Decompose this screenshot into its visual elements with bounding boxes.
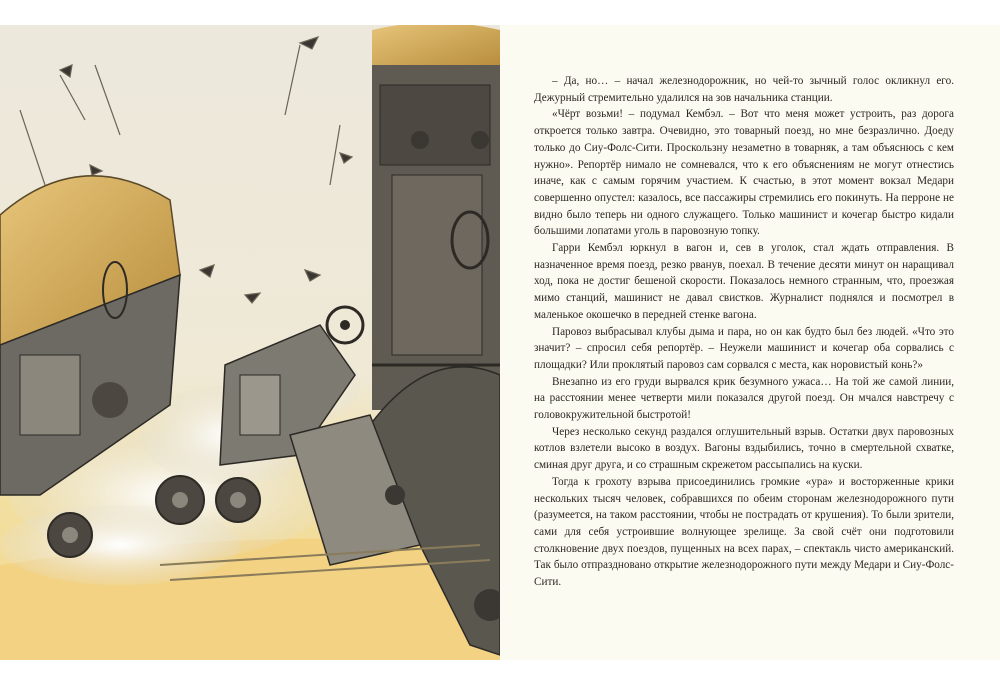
paragraph: «Чёрт возьми! – подумал Кембэл. – Вот что меня может устроить, раз дорога откроется только завтра. Очевидно, это товарный поезд, но мне безразлично. Доеду только до Сиу-Фолс-Сити. Проскользну незаметно в товарняк, а там объяснюсь с кем нужно». Репортёр нимало не сомневался, что к его объяснениям не могут отнестись иначе, как с самым горячим участием. К счастью, в этот момент вокзал Медари совершенно опустел: казалось, все пассажиры стремились его покинуть. На перроне не видно было теперь ни одного служащего. Только машинист и кочегар быстро кидали большими лопатами уголь в паровозную топку. bbox=[534, 108, 954, 238]
book-spread bbox=[0, 25, 1000, 660]
paragraph: Внезапно из его груди вырвался крик безумного ужаса… На той же самой линии, на расстоянии менее четверти мили показался другой поезд. Он мчался навстречу с головокружительной быстротой! bbox=[534, 375, 954, 422]
paragraph: Тогда к грохоту взрыва присоединились громкие «ура» и восторженные крики нескольких тысяч человек, собравшихся по обеим сторонам железнодорожного пути (разумеется, на таком расстоянии, чтобы не пострадать от крушения). То были зрители, сами для себя устроившие волнующее зрелище. За свой счёт они подготовили столкновение двух поездов, пущенных на всех парах, – спектакль чисто американский. Так было отпраздновано открытие железнодорожного пути между Медари и Сиу-Фолс-Сити. bbox=[534, 475, 954, 589]
paragraph: – Да, но… – начал железнодорожник, но чей-то зычный голос окликнул его. Дежурный стремительно удалился на зов начальника станции. bbox=[534, 75, 954, 104]
right-locomotive bbox=[372, 25, 500, 410]
paragraph: Паровоз выбрасывал клубы дыма и пара, но он как будто был без людей. «Что это значит? – спросил себя репортёр. – Неужели машинист и кочегар оба сорвались с площадки? Или проклятый паровоз сам сорвался с места, как норовистый конь?» bbox=[534, 325, 954, 371]
body-text bbox=[534, 73, 954, 591]
text-page bbox=[500, 25, 1000, 660]
paragraph: Через несколько секунд раздался оглушительный взрыв. Остатки двух паровозных котлов взлетели высоко в воздух. Вагоны вздыбились, точно в смертельной схватке, сминая друг друга, и со страшным скрежетом рассыпались на куски. bbox=[534, 425, 954, 472]
train-crash-illustration bbox=[0, 25, 500, 660]
paragraph: Гарри Кембэл юркнул в вагон и, сев в уголок, стал ждать отправления. В назначенное время поезд, резко рванув, поехал. В течение десяти минут он наращивал ход, пока не достиг бешеной скорости. Показалось немного странным, что, проезжая мимо станций, машинист не давал свистков. Журналист поднялся и посмотрел в маленькое окошечко в передней стенке вагона. bbox=[534, 242, 954, 321]
